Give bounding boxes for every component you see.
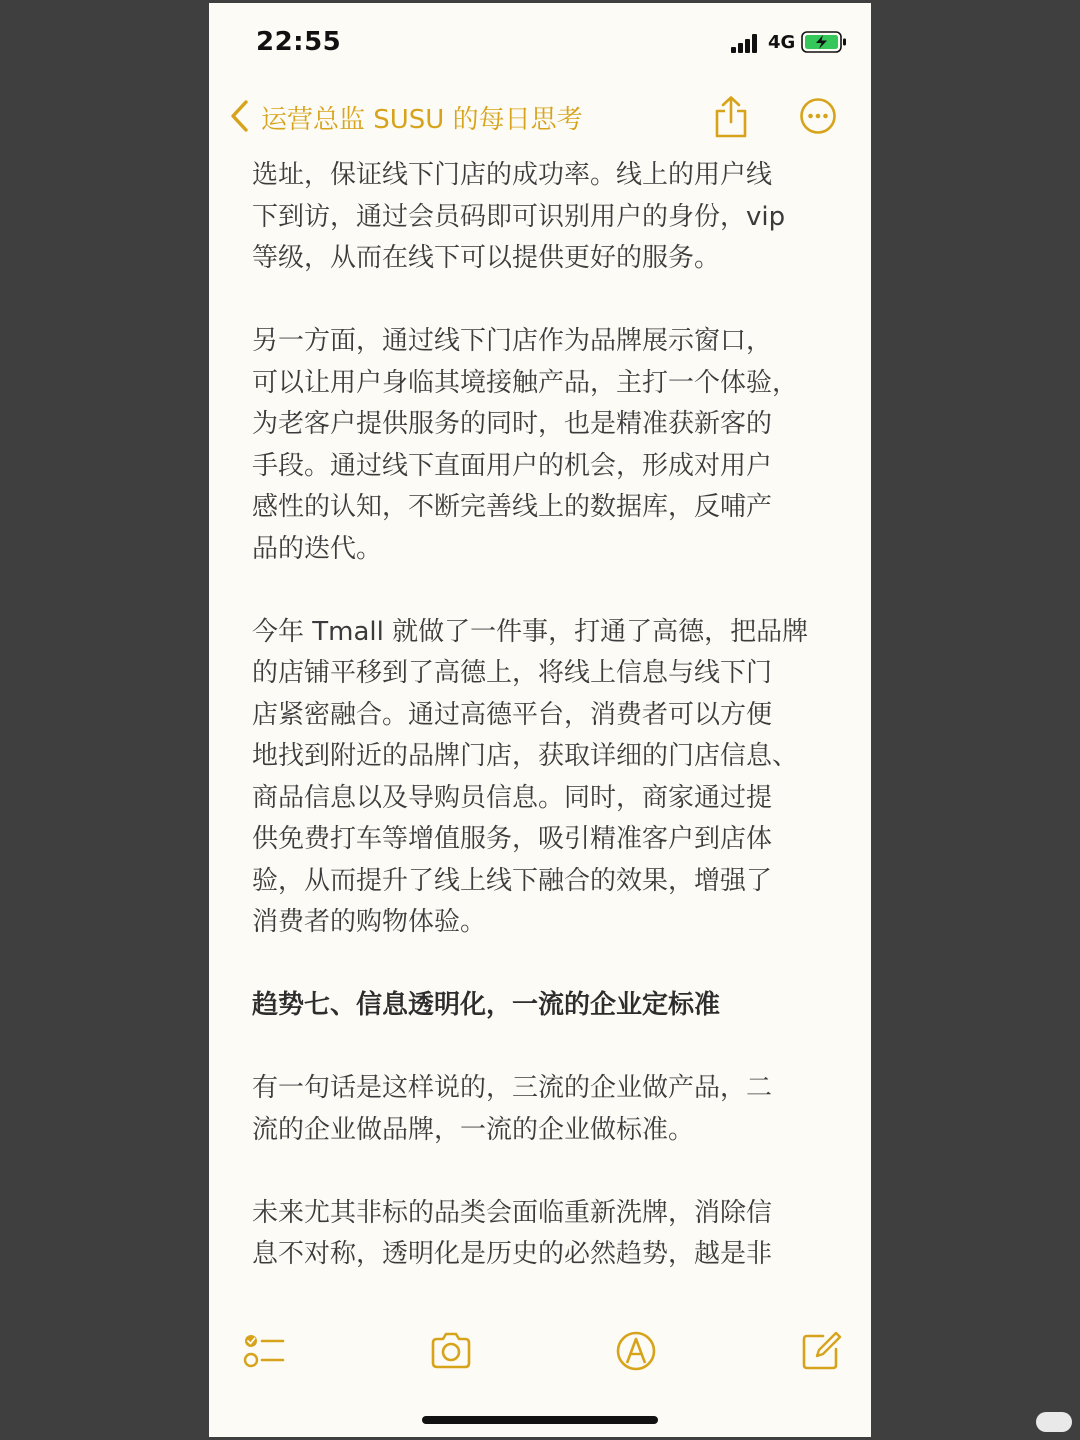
checklist-icon[interactable] <box>242 1329 286 1373</box>
signal-icon <box>731 33 761 53</box>
note-paragraph: 今年 Tmall 就做了一件事，打通了高德，把品牌 的店铺平移到了高德上，将线上信息与线下门 店紧密融合。通过高德平台，消费者可以方便 地找到附近的品牌门店，获取详细的门店信息、 商品信息以及导购员信息。同时，商家通过提 供免费打车等增值服务，吸引精准客户到店体 验，从而提升了线上线下融合的效果，增强了 消费者的购物体验。 <box>252 616 809 937</box>
status-bar <box>209 3 871 83</box>
camera-icon[interactable] <box>429 1329 473 1373</box>
compose-icon[interactable] <box>799 1329 843 1373</box>
note-paragraph: 未来尤其非标的品类会面临重新洗牌，消除信 息不对称，透明化是历史的必然趋势，越是非 <box>252 1197 773 1269</box>
phone-screen <box>209 3 871 1437</box>
bottom-toolbar <box>209 1321 871 1381</box>
watermark-badge <box>1036 1412 1072 1432</box>
status-time: 22:55 <box>256 27 342 57</box>
back-folder-title[interactable]: 运营总监 SUSU 的每日思考 <box>261 105 583 135</box>
note-paragraph: 另一方面，通过线下门店作为品牌展示窗口， 可以让用户身临其境接触产品，主打一个体验， 为老客户提供服务的同时，也是精准获新客的 手段。通过线下直面用户的机会，形成对用户 感性的认知，不断完善线上的数据库，反哺产 品的迭代。 <box>252 326 799 564</box>
chevron-left-icon[interactable] <box>229 99 251 133</box>
more-icon[interactable] <box>799 97 837 135</box>
nav-bar <box>209 87 871 147</box>
markup-icon[interactable] <box>614 1329 658 1373</box>
note-body[interactable] <box>252 155 832 1295</box>
note-heading: 趋势七、信息透明化，一流的企业定标准 <box>252 990 721 1020</box>
note-paragraph: 有一句话是这样说的，三流的企业做产品，二 流的企业做品牌，一流的企业做标准。 <box>252 1073 773 1145</box>
share-icon[interactable] <box>712 95 750 139</box>
battery-icon <box>801 31 847 53</box>
network-label: 4G <box>768 32 796 53</box>
home-indicator[interactable] <box>422 1416 658 1424</box>
note-paragraph: 选址，保证线下门店的成功率。线上的用户线 下到访，通过会员码即可识别用户的身份，vip 等级，从而在线下可以提供更好的服务。 <box>252 160 786 273</box>
